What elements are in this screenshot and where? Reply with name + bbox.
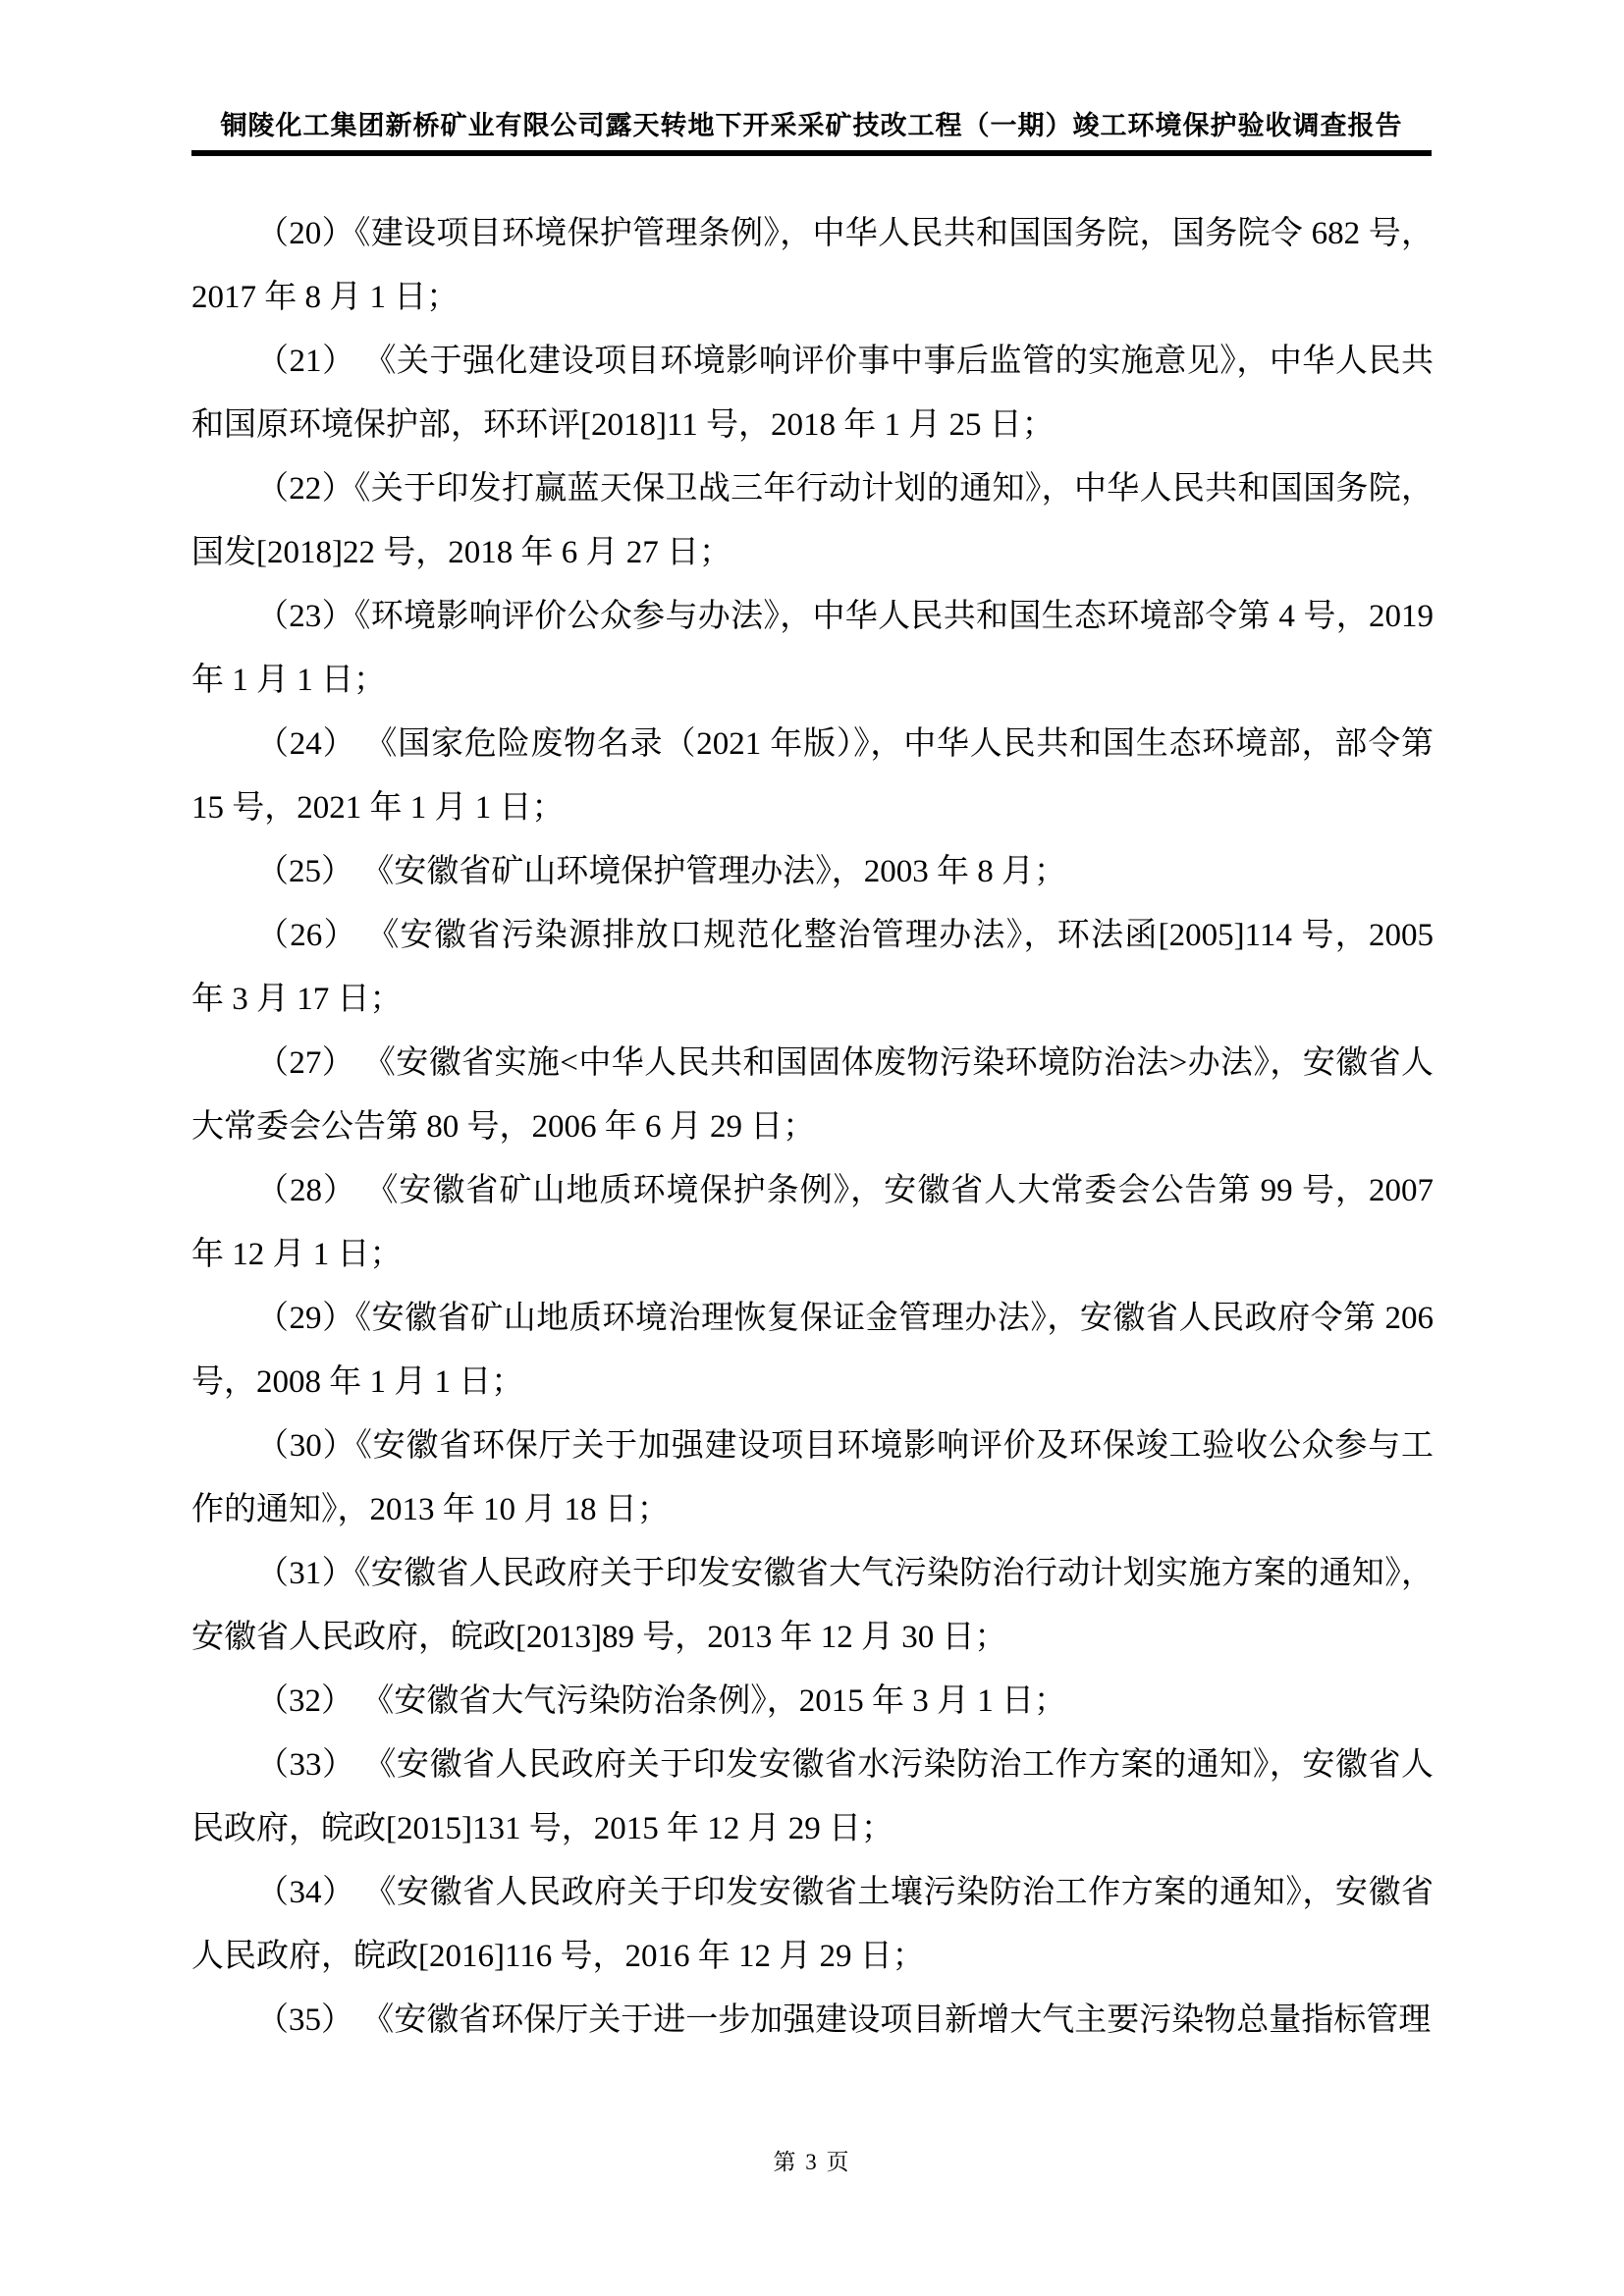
reference-item-21: （21） 《关于强化建设项目环境影响评价事中事后监管的实施意见》，中华人民共和国原环境保护部，环环评[2018]11 号，2018 年 1 月 25 日；: [191, 344, 1434, 443]
page-number: 第 3 页: [773, 2150, 851, 2174]
reference-item-26: （26） 《安徽省污染源排放口规范化整治管理办法》，环法函[2005]114 号，2005 年 3 月 17 日；: [191, 918, 1434, 1017]
reference-item-34: （34） 《安徽省人民政府关于印发安徽省土壤污染防治工作方案的通知》，安徽省人民政府，皖政[2016]116 号，2016 年 12 月 29 日；: [191, 1875, 1434, 1974]
reference-item-30: （30）《安徽省环保厅关于加强建设项目环境影响评价及环保竣工验收公众参与工作的通知》，2013 年 10 月 18 日；: [191, 1428, 1434, 1527]
reference-item-31: （31）《安徽省人民政府关于印发安徽省大气污染防治行动计划实施方案的通知》，安徽省人民政府，皖政[2013]89 号，2013 年 12 月 30 日；: [191, 1556, 1434, 1655]
reference-item-32: （32） 《安徽省大气污染防治条例》，2015 年 3 月 1 日；: [256, 1683, 1066, 1719]
reference-item-27: （27） 《安徽省实施<中华人民共和国固体废物污染环境防治法>办法》，安徽省人大常委会公告第 80 号，2006 年 6 月 29 日；: [191, 1045, 1434, 1145]
reference-item-24: （24） 《国家危险废物名录（2021 年版）》，中华人民共和国生态环境部，部令第 15 号，2021 年 1 月 1 日；: [191, 726, 1434, 826]
references-list: [191, 202, 1434, 2053]
page-footer: [0, 2144, 1624, 2176]
reference-item-22: （22）《关于印发打赢蓝天保卫战三年行动计划的通知》，中华人民共和国国务院，国发[2018]22 号，2018 年 6 月 27 日；: [191, 471, 1434, 570]
reference-item-29: （29）《安徽省矿山地质环境治理恢复保证金管理办法》，安徽省人民政府令第 206 号，2008 年 1 月 1 日；: [191, 1301, 1434, 1400]
reference-item-20: （20）《建设项目环境保护管理条例》，中华人民共和国国务院，国务院令 682 号，2017 年 8 月 1 日；: [191, 216, 1434, 315]
reference-item-28: （28） 《安徽省矿山地质环境保护条例》，安徽省人大常委会公告第 99 号，2007 年 12 月 1 日；: [191, 1173, 1434, 1272]
page-header-title: 铜陵化工集团新桥矿业有限公司露天转地下开采采矿技改工程（一期）竣工环境保护验收调查报告: [220, 111, 1403, 140]
reference-item-33: （33） 《安徽省人民政府关于印发安徽省水污染防治工作方案的通知》，安徽省人民政府，皖政[2015]131 号，2015 年 12 月 29 日；: [191, 1747, 1434, 1846]
header-rule: [191, 150, 1432, 156]
reference-item-35: （35） 《安徽省环保厅关于进一步加强建设项目新增大气主要污染物总量指标管理: [256, 2002, 1432, 2038]
reference-item-25: （25） 《安徽省矿山环境保护管理办法》，2003 年 8 月；: [256, 854, 1066, 889]
reference-item-23: （23）《环境影响评价公众参与办法》，中华人民共和国生态环境部令第 4 号，2019 年 1 月 1 日；: [191, 599, 1434, 698]
